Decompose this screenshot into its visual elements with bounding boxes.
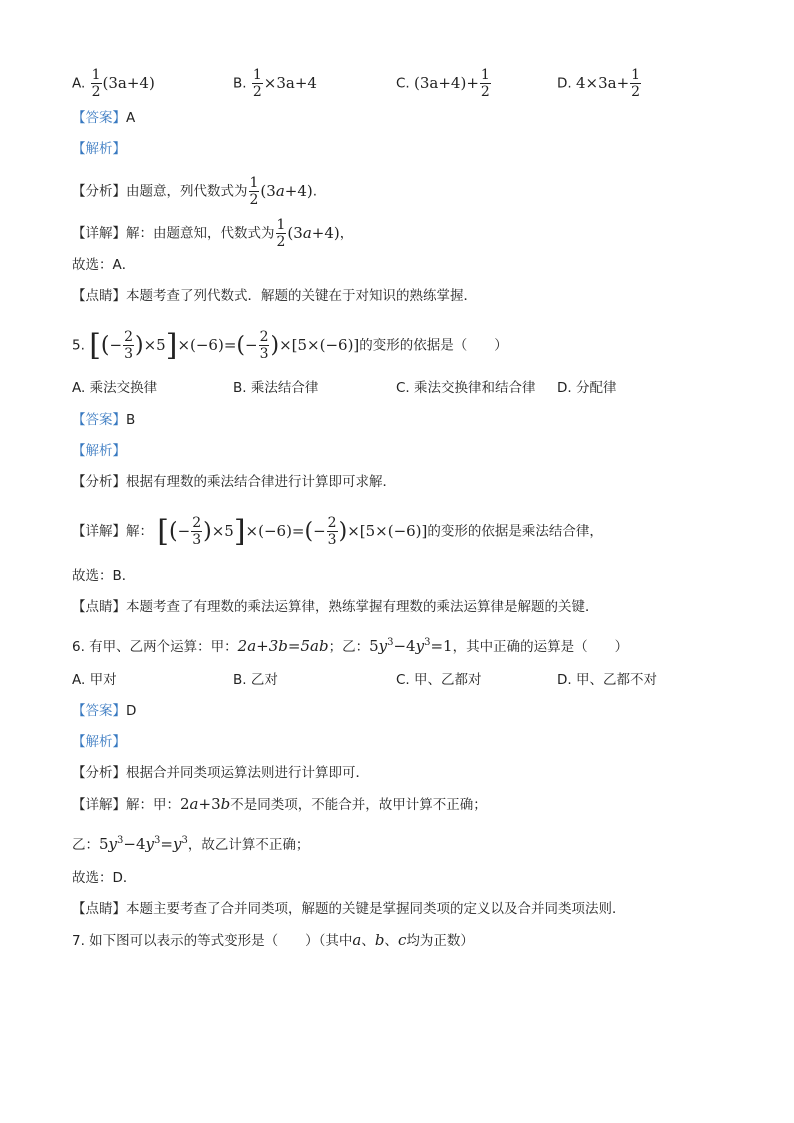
option-letter: D.: [557, 75, 572, 92]
q6-stem: 6. 有甲、乙两个运算：甲：2a+3b=5ab；乙：$5y^3-4y^3=1$，其中正确的运算是（ ）: [72, 637, 629, 655]
q7-stem: 7. 如下图可以表示的等式变形是（ ）（其中a、b、c均为正数）: [72, 931, 474, 949]
option-b-math: $\frac{1}{2}$ ×3a+4: [252, 67, 317, 100]
q4-conclusion: 故选：A．: [72, 257, 136, 273]
q6-analysis-heading: 【解析】: [72, 734, 126, 750]
q5-xiangjie-expression: [(− $\frac{2}{3}$ )×5]×(−6)=(− $\frac{2}{3}$ )×[5×(−6)]: [157, 513, 428, 549]
q6-dianjing: 【点睛】本题主要考查了合并同类项，解题的关键是掌握同类项的定义以及合并同类项法则．: [72, 901, 626, 917]
q4-analysis-heading: 【解析】: [72, 141, 126, 157]
q4-option-c[interactable]: [396, 68, 492, 99]
option-letter: C.: [396, 75, 410, 92]
q4-dianjing: 【点睛】本题考查了列代数式．解题的关键在于对知识的熟练掌握．: [72, 288, 477, 304]
q5-option-d[interactable]: D. 分配律: [557, 380, 617, 396]
q6-xiangjie: 【详解】解：甲：2a+3b不是同类项，不能合并，故甲计算不正确；: [72, 795, 487, 813]
q6-conclusion: 故选：D．: [72, 870, 137, 886]
q6-option-c[interactable]: C. 甲、乙都对: [396, 672, 482, 688]
q6-answer: 【答案】D: [72, 703, 137, 719]
q5-fenxi: 【分析】根据有理数的乘法结合律进行计算即可求解．: [72, 474, 396, 490]
q5-option-b[interactable]: B. 乘法结合律: [233, 380, 319, 396]
q6-option-b[interactable]: B. 乙对: [233, 672, 278, 688]
q4-option-b[interactable]: [233, 68, 317, 99]
q5-xiangjie: 【详解】解： [(− $\frac{2}{3}$ )×5]×(−6)=(− $\frac{2}{3}$ )×[5×(−6)]的变形的依据是乘法结合律，: [72, 513, 603, 549]
option-d-math: 4×3a+ $\frac{1}{2}$: [575, 67, 641, 100]
q5-dianjing: 【点睛】本题考查了有理数的乘法运算律，熟练掌握有理数的乘法运算律是解题的关键．: [72, 599, 599, 615]
q4-option-a[interactable]: [72, 68, 155, 99]
q5-stem: 5. [(− $\frac{2}{3}$ )×5]×(−6)=(− $\frac{2}{3}$ )×[5×(−6)]的变形的依据是（ ）: [72, 327, 508, 363]
q5-answer: 【答案】B: [72, 412, 136, 428]
q6-fenxi: 【分析】根据合并同类项运算法则进行计算即可．: [72, 765, 369, 781]
q4-option-d[interactable]: [557, 68, 642, 99]
q5-conclusion: 故选：B．: [72, 568, 136, 584]
q4-answer: 【答案】A: [72, 110, 136, 126]
q4-xiangjie: 【详解】解：由题意知，代数式为 $\frac{1}{2}$ (3a+4)，: [72, 217, 354, 250]
q5-option-c[interactable]: C. 乘法交换律和结合律: [396, 380, 536, 396]
q6-option-d[interactable]: D. 甲、乙都不对: [557, 672, 657, 688]
q6-option-a[interactable]: A. 甲对: [72, 672, 117, 688]
option-letter: A.: [72, 75, 86, 92]
q5-analysis-heading: 【解析】: [72, 443, 126, 459]
q6-yi: 乙：$5y^3-4y^3=y^3$，故乙计算不正确；: [72, 835, 310, 853]
q5-option-a[interactable]: A. 乘法交换律: [72, 380, 158, 396]
option-c-math: (3a+4)+ $\frac{1}{2}$: [414, 67, 490, 100]
q5-expression: [(− $\frac{2}{3}$ )×5]×(−6)=(− $\frac{2}{3}$ )×[5×(−6)]: [89, 327, 360, 363]
q4-fenxi: 【分析】由题意，列代数式为 $\frac{1}{2}$ (3a+4).: [72, 175, 318, 208]
option-a-math: $\frac{1}{2}$ (3a+4): [91, 67, 155, 100]
option-letter: B.: [233, 75, 247, 92]
